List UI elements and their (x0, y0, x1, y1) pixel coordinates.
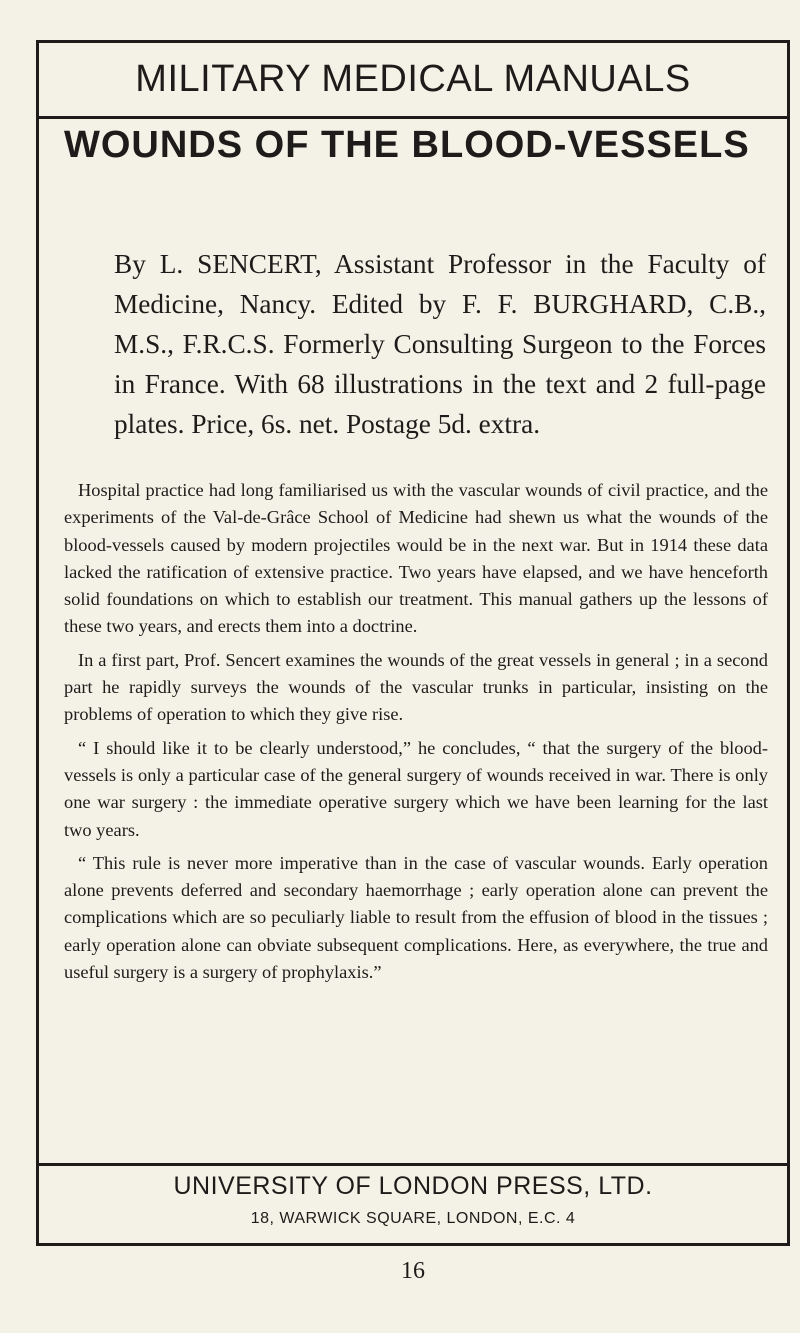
paragraph-2: In a first part, Prof. Sencert examines the wounds of the great vessels in general ; in a second part he rapidly surveys the wounds of the vascular trunks in particular, insisting on the problems of operation to which they give rise. (64, 649, 768, 725)
publisher-address: 18, WARWICK SQUARE, LONDON, E.C. 4 (250, 1210, 576, 1227)
description-body (64, 477, 768, 992)
paragraph-1: Hospital practice had long familiarised us with the vascular wounds of civil practice, and the experiments of the Val-de-Grâce School of Medicine had shewn us what the wounds of the blood-vessels caused by modern projectiles would be in the next war. But in 1914 these data lacked the ratification of extensive practice. Two years have elapsed, and we have henceforth solid foundations on which to establish our treatment. This manual gathers up the lessons of these two years, and erects them into a doctrine. (64, 480, 768, 637)
book-title: WOUNDS OF THE BLOOD-VESSELS (64, 124, 750, 166)
series-title: MILITARY MEDICAL MANUALS (135, 58, 691, 100)
paragraph-3: “ I should like it to be clearly understood,” he concludes, “ that the surgery of the blood-vessels is only a particular case of the general surgery of wounds received in war. There is only one war surgery : the immediate operative surgery which we have been learning for the last two years. (64, 737, 768, 840)
publisher-name: UNIVERSITY OF LONDON PRESS, LTD. (173, 1172, 653, 1200)
footer-rule (36, 1163, 790, 1166)
byline: By L. SENCERT, Assistant Professor in the Faculty of Medicine, Nancy. Edited by F. F. BURGHARD, C.B., M.S., F.R.C.S. Formerly Consulting Surgeon to the Forces in France. With 68 illustrations in the text and 2 full-page plates. Price, 6s. net. Postage 5d. extra. (114, 249, 766, 439)
page-number: 16 (401, 1258, 425, 1284)
paragraph-4: “ This rule is never more imperative than in the case of vascular wounds. Early operation alone prevents deferred and secondary haemorrhage ; early operation alone can prevent the complications which are so peculiarly liable to result from the effusion of blood in the tissues ; early operation alone can obviate subsequent complications. Here, as everywhere, the true and useful surgery is a surgery of prophylaxis.” (64, 852, 768, 983)
border-inner-rule (787, 40, 788, 1246)
